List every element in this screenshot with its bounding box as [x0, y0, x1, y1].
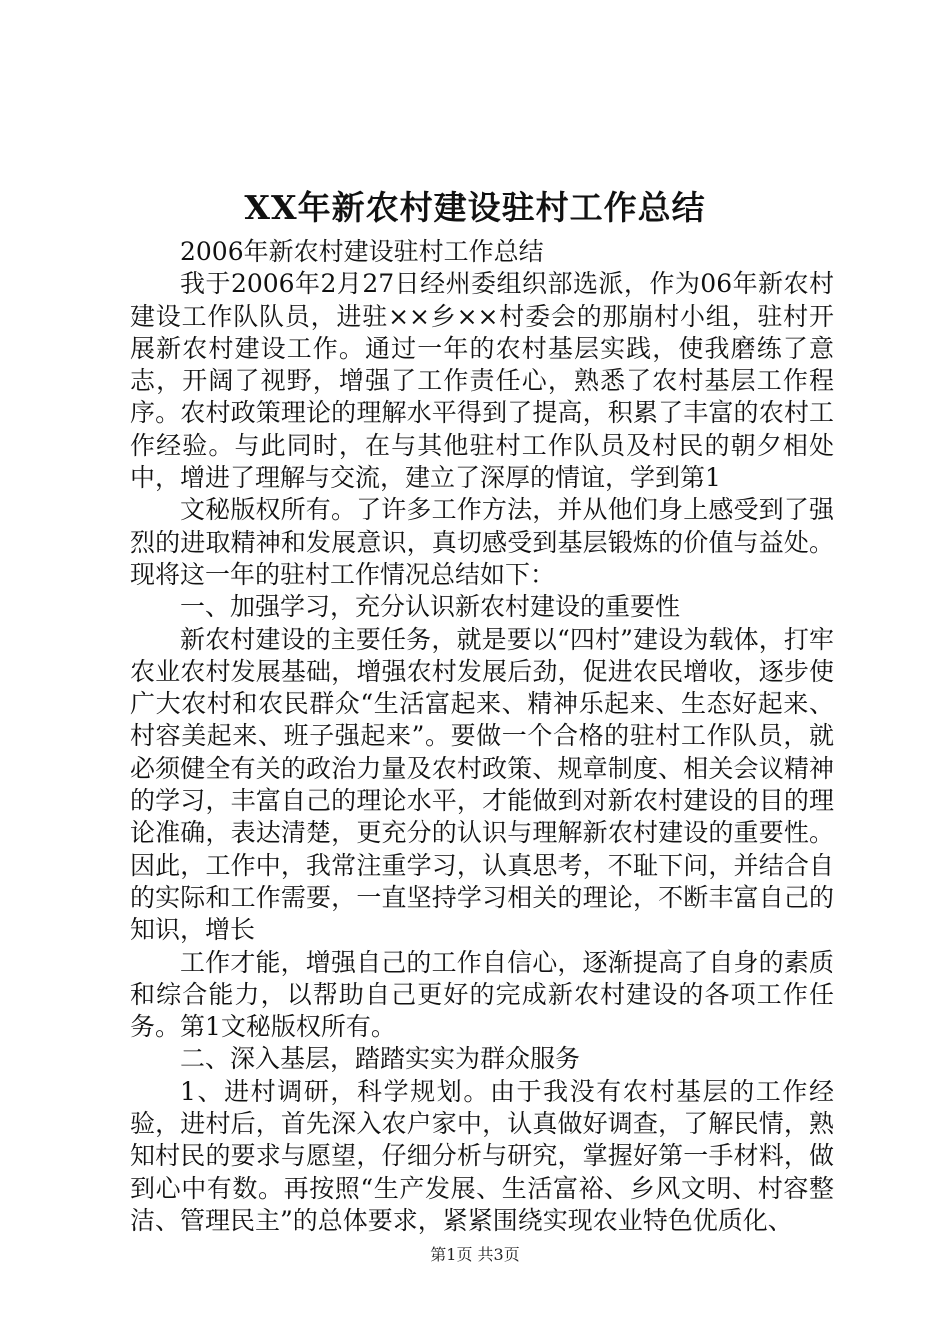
section-heading-study: 一、加强学习，充分认识新农村建设的重要性	[180, 592, 681, 622]
paragraph-intro: 我于2006年2月27日经州委组织部选派，作为06年新农村建设工作队队员，进驻××乡××村委会的那崩村小组，驻村开展新农村建设工作。通过一年的农村基层实践，使我磨练了意志，开阔了视野，增强了工作责任心，熟悉了农村基层工作程序。农村政策理论的理解水平得到了提高，积累了丰富的农村工作经验。与此同时，在与其他驻村工作队员及村民的朝夕相处中，增进了理解与交流，建立了深厚的情谊，学到第1	[130, 269, 834, 493]
section-heading-service: 二、深入基层，踏踏实实为群众服务	[180, 1044, 581, 1074]
paragraph-research: 1、进村调研，科学规划。由于我没有农村基层的工作经验，进村后，首先深入农户家中，认真做好调查，了解民情，熟知村民的要求与愿望，仔细分析与研究，掌握好第一手材料，做到心中有数。再按照“生产发展、生活富裕、乡风文明、村容整洁、管理民主”的总体要求，紧紧围绕实现农业特色优质化、	[130, 1076, 834, 1235]
document-body	[130, 236, 834, 1237]
paragraph-subtitle: 2006年新农村建设驻村工作总结	[180, 237, 544, 266]
page-footer: 第1页 共3页	[430, 1245, 520, 1264]
paragraph-study: 新农村建设的主要任务，就是要以“四村”建设为载体，打牢农业农村发展基础，增强农村发展后劲，促进农民增收，逐步使广大农村和农民群众“生活富起来、精神乐起来、生态好起来、村容美起来、班子强起来”。要做一个合格的驻村工作队员，就必须健全有关的政治力量及农村政策、规章制度、相关会议精神的学习，丰富自己的理论水平，才能做到对新农村建设的目的理论准确，表达清楚，更充分的认识与理解新农村建设的重要性。因此，工作中，我常注重学习，认真思考，不耻下问，并结合自的实际和工作需要，一直坚持学习相关的理论，不断丰富自己的知识，增长	[130, 624, 834, 945]
paragraph-study-continued: 工作才能，增强自己的工作自信心，逐渐提高了自身的素质和综合能力，以帮助自己更好的完成新农村建设的各项工作任务。第1文秘版权所有。	[130, 947, 834, 1042]
paragraph-intro-continued: 文秘版权所有。了许多工作方法，并从他们身上感受到了强烈的进取精神和发展意识，真切感受到基层锻炼的价值与益处。现将这一年的驻村工作情况总结如下：	[130, 495, 834, 589]
document-title: XX年新农村建设驻村工作总结	[244, 188, 706, 227]
